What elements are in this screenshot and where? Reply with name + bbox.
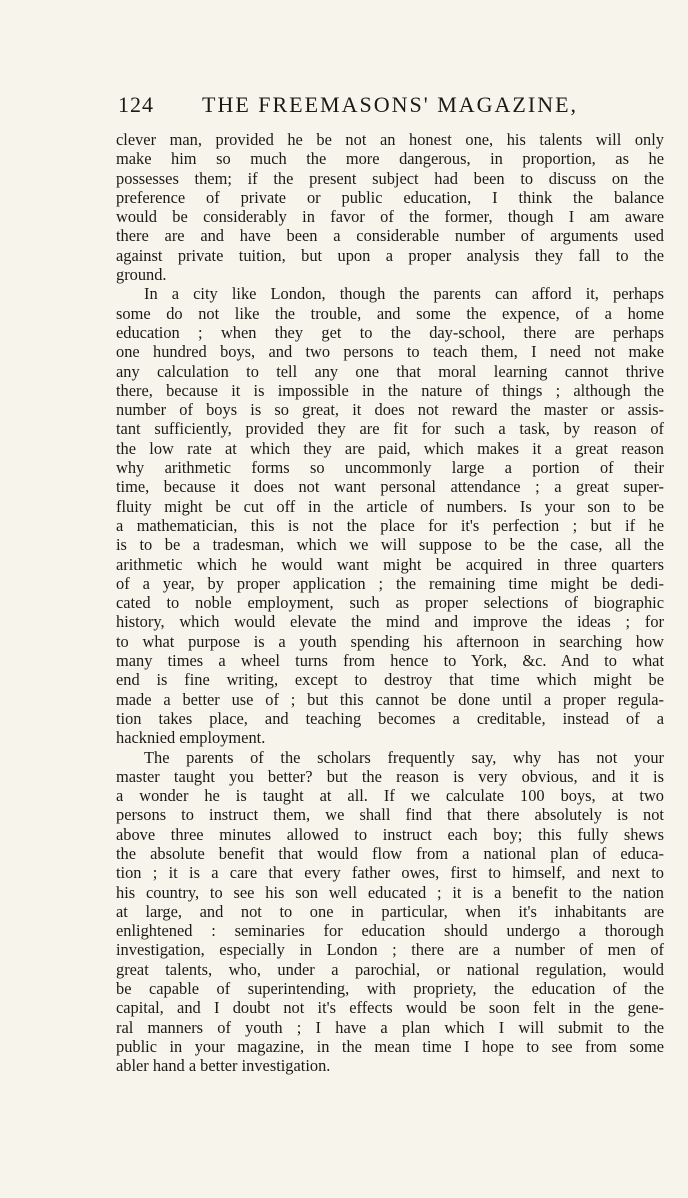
text-line: great talents, who, under a parochial, or national regulation, would [116,959,664,979]
text-line: master taught you better? but the reason is very obvious, and it is [116,766,664,786]
page-number: 124 [118,92,154,117]
text-line: a mathematician, this is not the place for it's perfection ; but if he [116,515,664,535]
text-line: enlightened : seminaries for education should undergo a thorough [116,921,664,941]
text-line: preference of private or public education, I think the balance [116,187,664,207]
text-line: a wonder he is taught at all. If we calculate 100 boys, at two [116,786,664,806]
text-line: time, because it does not want personal attendance ; a great super- [116,477,664,497]
text-line: public in your magazine, in the mean time I hope to see from some [116,1036,664,1056]
text-line: his country, to see his son well educated ; it is a benefit to the nation [116,882,664,902]
text-line: capital, and I doubt not it's effects would be soon felt in the gene- [116,998,664,1018]
text-line: education ; when they get to the day-school, there are perhaps [116,322,664,342]
text-line: there are and have been a considerable number of arguments used [116,226,664,246]
text-line: against private tuition, but upon a proper analysis they fall to the [116,245,664,265]
text-line: tant sufficiently, provided they are fit for such a task, by reason of [116,419,664,439]
text-line: abler hand a better investigation. [116,1056,331,1076]
paragraph [116,284,664,747]
text-line: persons to instruct them, we shall find that there absolutely is not [116,805,664,825]
text-line: the absolute benefit that would flow from a national plan of educa- [116,843,664,863]
text-line: tion ; it is a care that every father owes, first to himself, and next to [116,863,664,883]
text-line: number of boys is so great, it does not reward the master or assis- [116,400,664,420]
text-line: of a year, by proper application ; the remaining time might be dedi- [116,573,664,593]
text-line: to what purpose is a youth spending his afternoon in searching how [116,631,664,651]
article-body [116,130,664,1076]
text-line: some do not like the trouble, and some the expence, of a home [116,303,664,323]
text-line: In a city like London, though the parents can afford it, perhaps [144,284,664,304]
text-line: the low rate at which they are paid, which makes it a great reason [116,438,664,458]
text-line: any calculation to tell any one that moral learning cannot thrive [116,361,664,381]
text-line: cated to noble employment, such as proper selections of biographic [116,593,664,613]
text-line: ground. [116,265,167,285]
text-line: end is fine writing, except to destroy that time which might be [116,670,664,690]
text-line: hacknied employment. [116,728,266,748]
text-line: be capable of superintending, with propriety, the education of the [116,979,664,999]
text-line: possesses them; if the present subject had been to discuss on the [116,168,664,188]
text-line: make him so much the more dangerous, in proportion, as he [116,149,664,169]
page-header [118,92,666,122]
text-line: there, because it is impossible in the nature of things ; although the [116,380,664,400]
text-line: history, which would elevate the mind and improve the ideas ; for [116,612,664,632]
text-line: investigation, especially in London ; there are a number of men of [116,940,664,960]
text-line: many times a wheel turns from hence to York, &c. And to what [116,651,664,671]
text-line: would be considerably in favor of the former, though I am aware [116,207,664,227]
text-line: The parents of the scholars frequently say, why has not your [144,747,664,767]
text-line: at large, and not to one in particular, when it's inhabitants are [116,901,664,921]
paragraph [116,130,664,284]
text-line: ral manners of youth ; I have a plan which I will submit to the [116,1017,664,1037]
text-line: made a better use of ; but this cannot be done until a proper regula- [116,689,664,709]
running-title: THE FREEMASONS' MAGAZINE, [202,92,579,117]
text-line: above three minutes allowed to instruct each boy; this fully shews [116,824,664,844]
text-line: is to be a tradesman, which we will suppose to be the case, all the [116,535,664,555]
text-line: why arithmetic forms so uncommonly large a portion of their [116,458,664,478]
text-line: one hundred boys, and two persons to teach them, I need not make [116,342,664,362]
text-line: tion takes place, and teaching becomes a creditable, instead of a [116,708,664,728]
text-line: clever man, provided he be not an honest one, his talents will only [116,130,664,149]
paragraph [116,748,664,1076]
text-line: arithmetic which he would want might be acquired in three quarters [116,554,664,574]
text-line: fluity might be cut off in the article of numbers. Is your son to be [116,496,664,516]
